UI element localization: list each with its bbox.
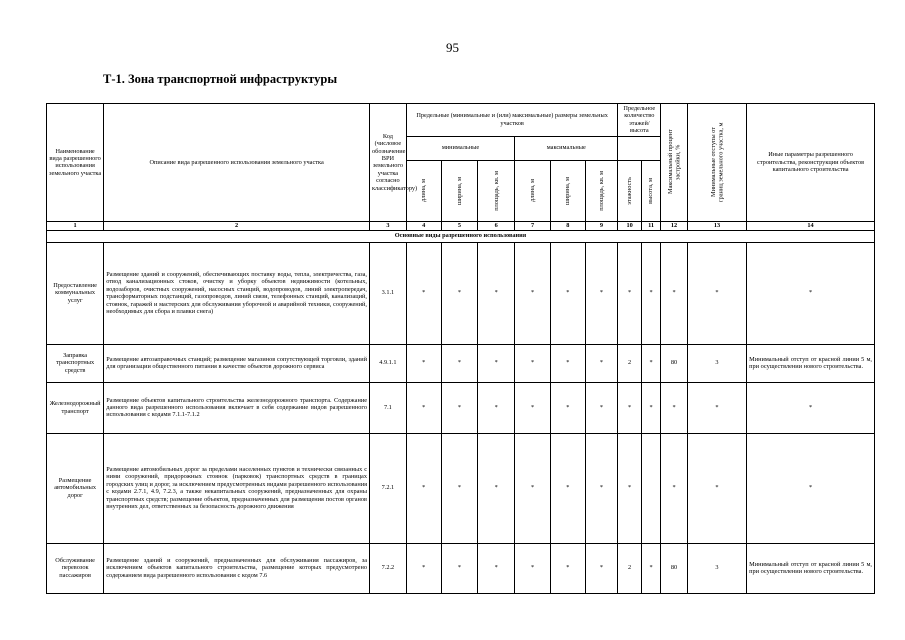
table-row <box>47 382 875 433</box>
min-length: * <box>406 344 441 382</box>
header-max-width: ширина, м <box>550 160 585 221</box>
column-number: 12 <box>661 221 688 230</box>
use-code: 3.1.1 <box>370 242 407 344</box>
use-description: Размещение автомобильных дорог за пределами населенных пунктов и технически связанных с ними сооружений, придорожных стоянок (парковок) транспортных средств в границах городских улиц и дорог, за исключением предусмотренных видами разрешенного использования с кодами 2.7.1, 4.9, 7.2.3, а также некапитальных сооружений, предназначенных для охраны транспортных средств; размещение объектов, предназначенных для размещения постов органов внутренних дел, ответственных за безопасность дорожного движения <box>104 433 370 543</box>
header-other-params: Иные параметры разрешенного строительства, реконструкции объектов капитального строительства <box>747 104 875 222</box>
max-area: * <box>585 242 618 344</box>
zone-title: Т-1. Зона транспортной инфраструктуры <box>103 72 338 86</box>
height <box>641 433 660 543</box>
min-length: * <box>406 382 441 433</box>
other-params: * <box>747 242 875 344</box>
max-length: * <box>515 344 551 382</box>
column-number: 6 <box>478 221 515 230</box>
max-width: * <box>550 382 585 433</box>
header-name: Наименование вида разрешенного использования земельного участка <box>47 104 104 222</box>
header-min-area: площадь, кв. м <box>478 160 515 221</box>
floors: 2 <box>618 543 642 593</box>
max-length: * <box>515 543 551 593</box>
header-max: максимальные <box>515 136 618 160</box>
header-coverage: Максимальный процент застройки, % <box>661 104 688 222</box>
max-width: * <box>550 242 585 344</box>
min-length: * <box>406 242 441 344</box>
min-area: * <box>478 382 515 433</box>
header-max-length: длина, м <box>515 160 551 221</box>
table-row <box>47 344 875 382</box>
height: * <box>641 242 660 344</box>
max-area: * <box>585 344 618 382</box>
floors: 2 <box>618 344 642 382</box>
column-number: 10 <box>618 221 642 230</box>
header-description: Описание вида разрешенного использования земельного участка <box>104 104 370 222</box>
header-floors: этажность <box>618 160 642 221</box>
setbacks: * <box>687 433 746 543</box>
min-area: * <box>478 344 515 382</box>
header-height: высота, м <box>641 160 660 221</box>
table-row <box>47 543 875 593</box>
min-length: * <box>406 433 441 543</box>
coverage: 80 <box>661 543 688 593</box>
use-name: Предоставление коммунальных услуг <box>47 242 104 344</box>
column-number: 5 <box>441 221 478 230</box>
column-number: 8 <box>550 221 585 230</box>
page-number: 95 <box>446 40 459 55</box>
header-min: минимальные <box>406 136 514 160</box>
use-code: 4.9.1.1 <box>370 344 407 382</box>
use-name: Заправка транспортных средств <box>47 344 104 382</box>
max-width: * <box>550 433 585 543</box>
use-description: Размещение зданий и сооружений, обеспечивающих поставку воды, тепла, электричества, газа, отвод канализационных стоков, очистку и уборку объектов недвижимости (котельных, водозаборов, очистных сооружений, насосных станций, водопроводов, линий электропередач, трансформаторных подстанций, газопроводов, линий связи, телефонных станций, канализаций, стоянок, гаражей и мастерских для обслуживания уборочной и аварийной техники, сооружений, необходимых для сбора и плавки снега) <box>104 242 370 344</box>
column-numbers-row <box>47 221 875 230</box>
coverage: * <box>661 382 688 433</box>
floors: * <box>618 433 642 543</box>
header-min-width: ширина, м <box>441 160 478 221</box>
min-area: * <box>478 242 515 344</box>
max-area: * <box>585 433 618 543</box>
other-params: Минимальный отступ от красной линии 5 м, при осуществлении нового строительства. <box>747 344 875 382</box>
setbacks: 3 <box>687 543 746 593</box>
setbacks: 3 <box>687 344 746 382</box>
section-title: Основные виды разрешенного использования <box>47 230 875 242</box>
height: * <box>641 344 660 382</box>
use-code: 7.2.2 <box>370 543 407 593</box>
max-area: * <box>585 543 618 593</box>
min-width: * <box>441 344 478 382</box>
floors: * <box>618 382 642 433</box>
other-params: * <box>747 382 875 433</box>
column-number: 14 <box>747 221 875 230</box>
header-max-area: площадь, кв. м <box>585 160 618 221</box>
regulations-table <box>46 103 875 594</box>
use-code: 7.1 <box>370 382 407 433</box>
min-length: * <box>406 543 441 593</box>
column-number: 13 <box>687 221 746 230</box>
height: * <box>641 382 660 433</box>
header-min-length: длина, м <box>406 160 441 221</box>
setbacks: * <box>687 242 746 344</box>
column-number: 9 <box>585 221 618 230</box>
other-params: Минимальный отступ от красной линии 5 м, при осуществлении нового строительства. <box>747 543 875 593</box>
use-name: Железнодорожный транспорт <box>47 382 104 433</box>
coverage: * <box>661 433 688 543</box>
height: * <box>641 543 660 593</box>
max-width: * <box>550 543 585 593</box>
header-size-group: Предельные (минимальные и (или) максимальные) размеры земельных участков <box>406 104 618 137</box>
use-name: Размещение автомобильных дорог <box>47 433 104 543</box>
floors: * <box>618 242 642 344</box>
use-description: Размещение зданий и сооружений, предназначенных для обслуживания пассажиров, за исключением объектов капитального строительства, размещение которых предусмотрено содержанием вида разрешенного использования с кодом 7.6 <box>104 543 370 593</box>
header-code: Код (числовое обозначение ВРИ земельного участка согласно классификатору) <box>370 104 407 222</box>
min-area: * <box>478 543 515 593</box>
max-area: * <box>585 382 618 433</box>
column-number: 2 <box>104 221 370 230</box>
other-params: * <box>747 433 875 543</box>
coverage: * <box>661 242 688 344</box>
use-description: Размещение объектов капитального строительства железнодорожного транспорта. Содержание данного вида разрешенного использования включает в себя содержание видов разрешенного использования с кодами 7.1.1-7.1.2 <box>104 382 370 433</box>
table-row <box>47 433 875 543</box>
min-width: * <box>441 543 478 593</box>
setbacks: * <box>687 382 746 433</box>
column-number: 3 <box>370 221 407 230</box>
column-number: 1 <box>47 221 104 230</box>
min-width: * <box>441 433 478 543</box>
table-row <box>47 242 875 344</box>
max-width: * <box>550 344 585 382</box>
max-length: * <box>515 433 551 543</box>
max-length: * <box>515 382 551 433</box>
use-code: 7.2.1 <box>370 433 407 543</box>
coverage: 80 <box>661 344 688 382</box>
min-width: * <box>441 242 478 344</box>
column-number: 7 <box>515 221 551 230</box>
min-width: * <box>441 382 478 433</box>
max-length: * <box>515 242 551 344</box>
header-setbacks: Минимальные отступы от границ земельного участка, м <box>687 104 746 222</box>
min-area: * <box>478 433 515 543</box>
header-floors-group: Предельное количество этажей/высота <box>618 104 661 137</box>
use-description: Размещение автозаправочных станций; размещение магазинов сопутствующей торговли, зданий для организации общественного питания в качестве объектов дорожного сервиса <box>104 344 370 382</box>
use-name: Обслуживание перевозок пассажиров <box>47 543 104 593</box>
column-number: 4 <box>406 221 441 230</box>
column-number: 11 <box>641 221 660 230</box>
